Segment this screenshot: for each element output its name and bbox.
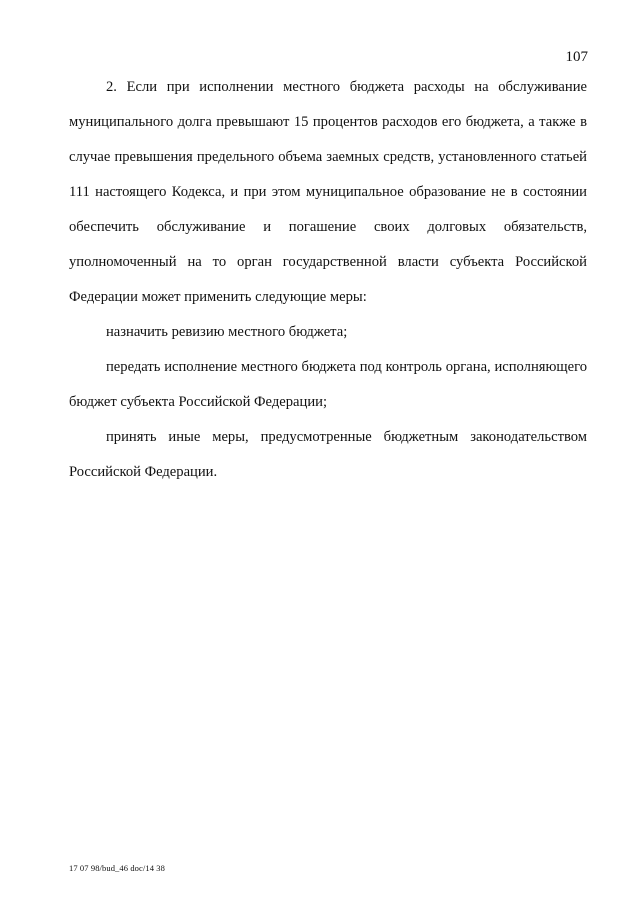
paragraph-main-clause: 2. Если при исполнении местного бюджета расходы на обслуживание муниципального долга превышают 15 процентов расходов его бюджета, а также в случае превышения предельного объема заемных средств, установленного статьей 111 настоящего Кодекса, и при этом муниципальное образование не в состоянии обеспечить обслуживание и погашение своих долговых обязательств, уполномоченный на то орган государственной власти субъекта Российской Федерации может применить следующие меры:: [69, 79, 587, 305]
paragraph-measure-control: передать исполнение местного бюджета под контроль органа, исполняющего бюджет субъекта Российской Федерации;: [69, 359, 587, 410]
page-number: 107: [565, 49, 588, 65]
document-body: [69, 70, 587, 490]
paragraph-measure-audit: назначить ревизию местного бюджета;: [106, 324, 348, 340]
paragraph-measure-other: принять иные меры, предусмотренные бюджетным законодательством Российской Федерации.: [69, 429, 587, 480]
footer-document-code: 17 07 98/bud_46 doc/14 38: [69, 863, 165, 873]
